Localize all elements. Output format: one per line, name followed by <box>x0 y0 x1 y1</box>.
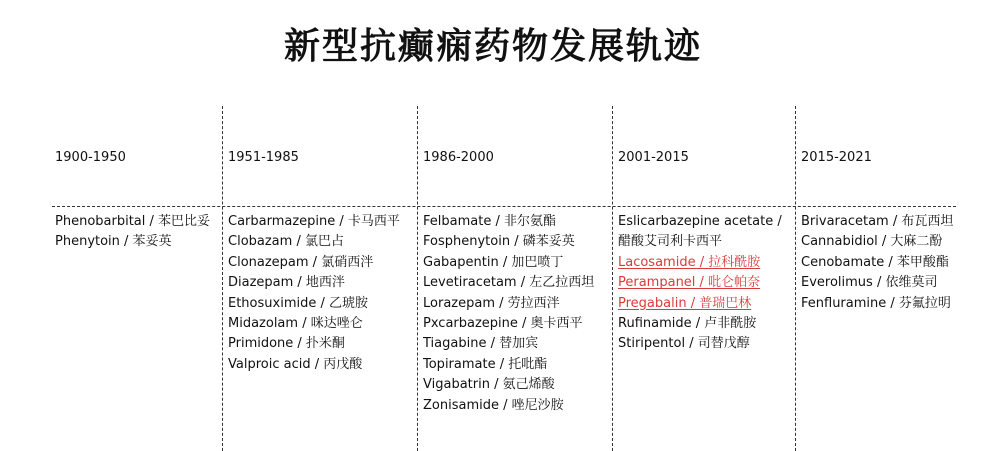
drug-item: Phenytoin / 苯妥英 <box>55 234 172 250</box>
drug-item: Ethosuximide / 乙琥胺 <box>228 295 368 311</box>
column-divider <box>612 106 613 451</box>
drug-item: Vigabatrin / 氨己烯酸 <box>423 377 555 393</box>
drug-item: Gabapentin / 加巴喷丁 <box>423 254 564 270</box>
drug-item: Everolimus / 依维莫司 <box>801 275 938 291</box>
drug-item: Levetiracetam / 左乙拉西坦 <box>423 275 595 291</box>
drug-item: Diazepam / 地西泮 <box>228 275 345 291</box>
column-divider <box>417 106 418 451</box>
drug-item: Valproic acid / 丙戊酸 <box>228 356 363 372</box>
drug-item: Lorazepam / 劳拉西泮 <box>423 295 560 311</box>
drug-item-highlighted[interactable]: Lacosamide / 拉科酰胺 <box>618 254 761 270</box>
drug-item: Tiagabine / 替加宾 <box>423 336 539 352</box>
period-label-2015-2021: 2015-2021 <box>801 150 872 165</box>
drug-item: Clobazam / 氯巴占 <box>228 234 344 250</box>
drug-item: Midazolam / 咪达唑仑 <box>228 316 363 332</box>
drug-list-1951-1985 <box>228 212 414 375</box>
drug-item: Primidone / 扑米酮 <box>228 336 345 352</box>
drug-item: Pxcarbazepine / 奥卡西平 <box>423 316 583 332</box>
period-label-2001-2015: 2001-2015 <box>618 150 689 165</box>
drug-list-1986-2000 <box>423 212 609 416</box>
period-label-1986-2000: 1986-2000 <box>423 150 494 165</box>
drug-item: Rufinamide / 卢非酰胺 <box>618 316 757 332</box>
drug-item: Felbamate / 非尔氨酯 <box>423 214 556 229</box>
drug-item: Topiramate / 托吡酯 <box>423 356 548 372</box>
drug-item: Phenobarbital / 苯巴比妥 <box>55 214 211 229</box>
drug-item: Stiripentol / 司替戊醇 <box>618 336 750 352</box>
column-divider <box>795 106 796 451</box>
drug-item: Carbarmazepine / 卡马西平 <box>228 214 400 229</box>
drug-list-2015-2021 <box>801 212 983 314</box>
period-divider <box>52 206 956 207</box>
drug-item-highlighted[interactable]: Perampanel / 吡仑帕奈 <box>618 275 761 291</box>
drug-item: Fosphenytoin / 磷苯妥英 <box>423 234 575 250</box>
period-label-1951-1985: 1951-1985 <box>228 150 299 165</box>
drug-item-highlighted[interactable]: Pregabalin / 普瑞巴林 <box>618 295 752 311</box>
column-divider <box>222 106 223 451</box>
drug-list-1900-1950 <box>55 212 219 253</box>
drug-item: Fenfluramine / 芬氟拉明 <box>801 295 951 311</box>
drug-item: Eslicarbazepine acetate / 醋酸艾司利卡西平 <box>618 214 782 250</box>
drug-item: Zonisamide / 唑尼沙胺 <box>423 397 564 413</box>
drug-item: Cannabidiol / 大麻二酚 <box>801 234 943 250</box>
period-label-1900-1950: 1900-1950 <box>55 150 126 165</box>
drug-item: Cenobamate / 苯甲酸酯 <box>801 254 949 270</box>
page-title: 新型抗癫痫药物发展轨迹 <box>283 26 702 67</box>
drug-list-2001-2015 <box>618 212 790 355</box>
drug-item: Clonazepam / 氯硝西泮 <box>228 254 374 270</box>
drug-item: Brivaracetam / 布瓦西坦 <box>801 214 954 229</box>
